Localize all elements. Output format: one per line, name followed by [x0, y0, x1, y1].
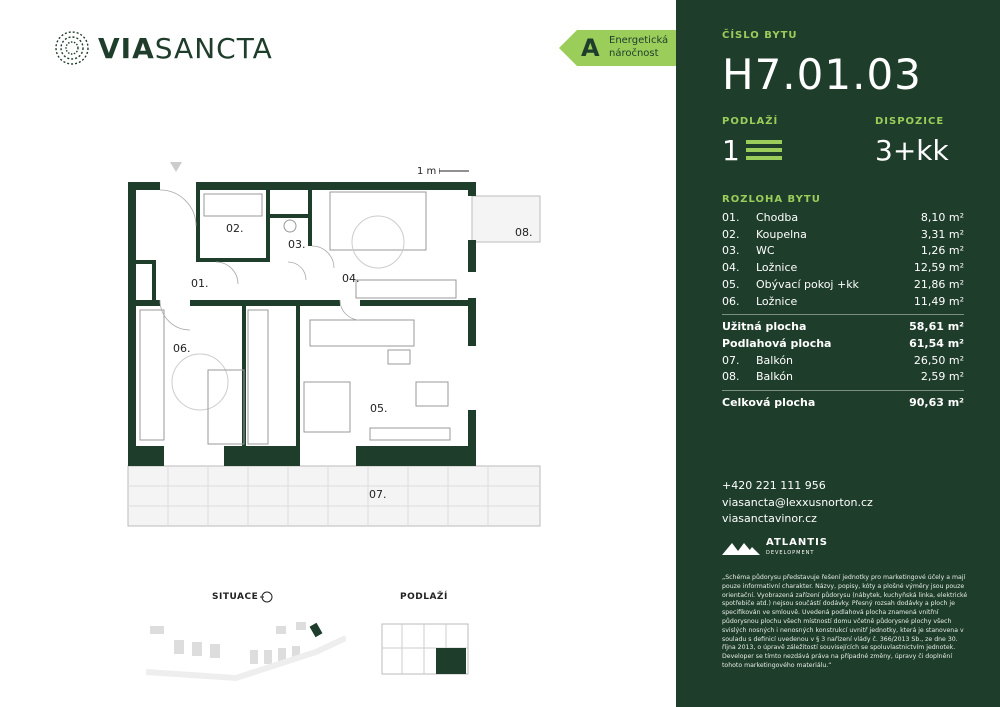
- balcony-number: 07.: [722, 353, 740, 367]
- floor-area-row: [722, 336, 964, 353]
- mountain-logo-icon: [722, 539, 762, 557]
- room-label-08: 08.: [515, 226, 533, 239]
- room-number: 06.: [722, 294, 740, 308]
- balcony-name: Balkón: [756, 353, 794, 367]
- room-area: 12,59 m²: [913, 261, 964, 275]
- contact-block: [722, 478, 873, 528]
- list-item: [722, 369, 964, 386]
- developer-title: ATLANTIS: [766, 537, 829, 548]
- area-label: ROZLOHA BYTU: [722, 194, 821, 205]
- room-area: 1,26 m²: [920, 244, 964, 258]
- room-area-list: [722, 210, 964, 412]
- room-area: 8,10 m²: [920, 211, 964, 224]
- floor-mini-label: PODLAŽÍ: [400, 592, 448, 602]
- list-item: [722, 294, 964, 311]
- logo-text: [98, 32, 273, 65]
- room-label-05: 05.: [370, 402, 388, 415]
- room-label-04: 04.: [342, 272, 360, 285]
- room-area: 21,86 m²: [913, 277, 964, 291]
- room-name: Ložnice: [756, 294, 798, 308]
- logo-bold: VIA: [98, 31, 155, 65]
- email-link[interactable]: viasancta@lexxusnorton.cz: [722, 495, 873, 509]
- scale-text: 1 m: [417, 166, 437, 177]
- logo-light: SANCTA: [154, 31, 273, 65]
- list-item: [722, 210, 964, 227]
- list-item: [722, 353, 964, 370]
- logo-mark-icon: [54, 30, 90, 66]
- energy-class: A: [581, 34, 600, 62]
- web-link[interactable]: viasanctavinor.cz: [722, 512, 817, 525]
- total-area-label: Celková plocha: [722, 396, 816, 410]
- floor-value: 1: [722, 134, 740, 167]
- phone-link[interactable]: +420 221 111 956: [722, 479, 826, 492]
- north-arrow-icon: [260, 590, 274, 604]
- room-name: Ložnice: [756, 261, 798, 275]
- list-item: [722, 243, 964, 260]
- floor-area-label: Podlahová plocha: [722, 336, 832, 350]
- balcony-name: Balkón: [756, 370, 794, 384]
- via-sancta-logo[interactable]: [54, 30, 273, 66]
- list-item: [722, 260, 964, 277]
- useful-area-row: [722, 319, 964, 336]
- room-number: 03.: [722, 244, 740, 258]
- room-label-03: 03.: [288, 238, 306, 251]
- layout-value: 3+kk: [875, 134, 949, 167]
- room-name: WC: [756, 244, 775, 258]
- situation-label: SITUACE: [212, 592, 259, 602]
- room-name: Obývací pokoj +kk: [756, 277, 859, 291]
- list-item: [722, 277, 964, 294]
- list-item: [722, 227, 964, 244]
- balcony-number: 08.: [722, 370, 740, 384]
- room-area: 3,31 m²: [920, 227, 964, 241]
- layout-label: DISPOZICE: [875, 116, 945, 127]
- situation-map: [146, 612, 346, 692]
- unit-number: H7.01.03: [722, 50, 922, 99]
- balcony-area: 2,59 m²: [920, 370, 964, 384]
- room-label-01: 01.: [191, 277, 209, 290]
- disclaimer-text: „Schéma půdorysu představuje řešení jednotky pro marketingové účely a mají pouze informativní charakter. Názvy, popisy, kóty a plošné výměry jsou pouze orientační. Vyobrazená zařízení půdorysu (nábytek, kuchyňská linka, elektrické spotřebiče atd.) nejsou součástí dodávky. Přesný rozsah dodávky a ploch je specifikován ve smlouvě. Uvedená podlahová plocha znamená vnitřní půdorysnou plochu všech místností domu včetně půdorysné plochy všech svislých nosných i nenosných konstrukcí uvnitř jednotky, která je stanovena v souladu s definicí uvedenou v § 3 nařízení vlády č. 366/2013 Sb., ze dne 30. října 2013, o úpravě záležitostí souvisejících se spoluvlastnictvím jednotek. Developer se tímto nezdává práva na případné změny, úpravy či doplnění tohoto marketingového materiálu.“: [722, 574, 968, 669]
- room-label-07: 07.: [369, 488, 387, 501]
- room-label-02: 02.: [226, 222, 244, 235]
- room-number: 01.: [722, 211, 740, 224]
- total-area-value: 90,63 m²: [909, 396, 964, 410]
- room-number: 02.: [722, 227, 740, 241]
- room-number: 04.: [722, 261, 740, 275]
- floor-label: PODLAŽÍ: [722, 116, 779, 127]
- energy-label: Energetická náročnost: [609, 35, 669, 59]
- info-panel: [676, 0, 1000, 707]
- floor-area-value: 61,54 m²: [909, 336, 964, 350]
- developer-subtitle: DEVELOPMENT: [766, 550, 815, 556]
- room-name: Chodba: [756, 211, 799, 224]
- room-area: 11,49 m²: [913, 294, 964, 308]
- useful-area-value: 58,61 m²: [909, 320, 964, 334]
- balcony-area: 26,50 m²: [913, 353, 964, 367]
- unit-number-label: ČÍSLO BYTU: [722, 30, 798, 41]
- floor-stack-icon: [746, 140, 782, 162]
- room-label-06: 06.: [173, 342, 191, 355]
- developer-logo[interactable]: [722, 538, 828, 558]
- divider: [722, 314, 964, 315]
- energy-badge: [559, 30, 676, 66]
- developer-name: [766, 538, 828, 558]
- room-name: Koupelna: [756, 227, 807, 241]
- room-number: 05.: [722, 277, 740, 291]
- useful-area-label: Užitná plocha: [722, 320, 807, 334]
- divider: [722, 390, 964, 391]
- total-area-row: [722, 395, 964, 412]
- floor-mini-map: [380, 620, 472, 680]
